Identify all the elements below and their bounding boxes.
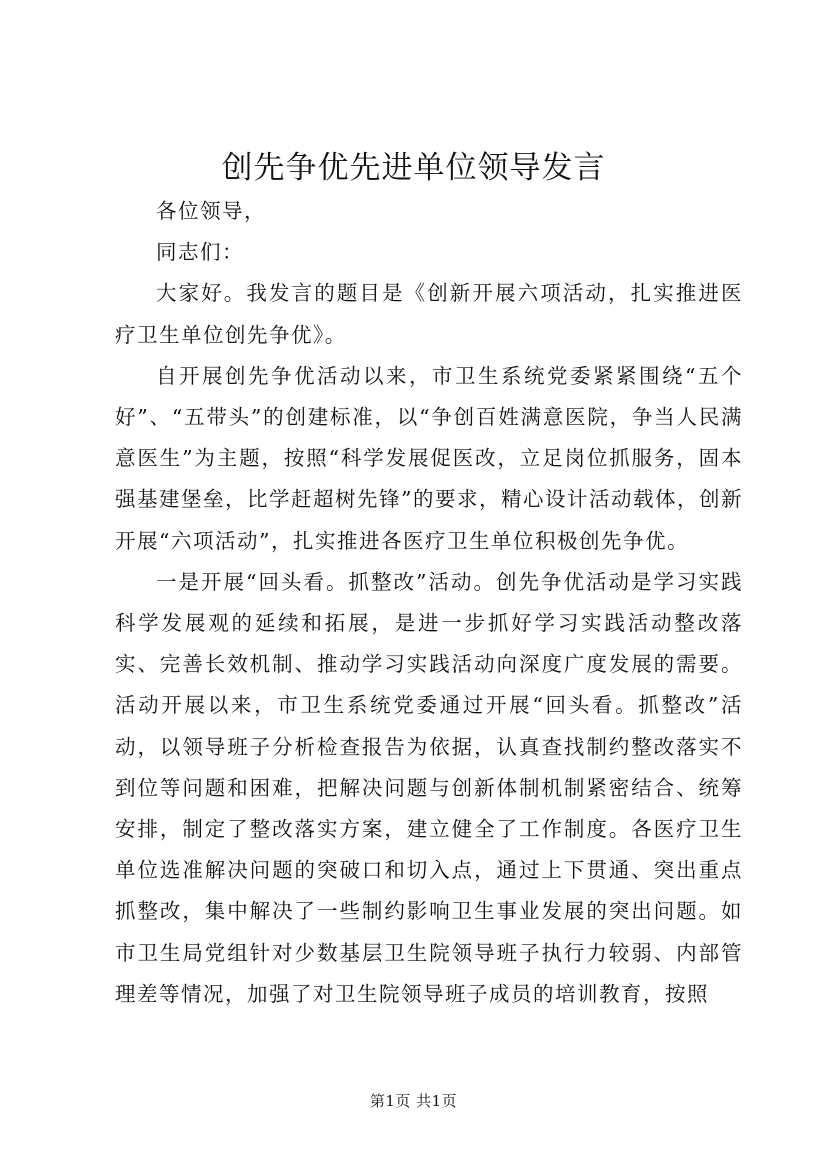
paragraph-greeting: 大家好。我发言的题目是《创新开展六项活动，扎实推进医疗卫生单位创先争优》。	[115, 281, 743, 347]
paragraph-salutation-leaders: 各位领导，	[156, 199, 266, 223]
paragraph-salutation-comrades: 同志们：	[156, 240, 244, 265]
document-body	[115, 191, 743, 1015]
page-number-footer: 第1页 共1页	[369, 1092, 458, 1110]
document-title: 创先争优先进单位领导发言	[221, 150, 606, 186]
paragraph-overview: 自开展创先争优活动以来，市卫生系统党委紧紧围绕“五个好”、“五带头”的创建标准，以“争创百姓满意医院，争当人民满意医生”为主题，按照“科学发展促医改，立足岗位抓服务，固本强基建堡垒，比学赶超树先锋”的要求，精心设计活动载体，创新开展“六项活动”，扎实推进各医疗卫生单位积极创先争优。	[115, 363, 743, 553]
paragraph-activity-one: 一是开展“回头看。抓整改”活动。创先争优活动是学习实践科学发展观的延续和拓展，是进一步抓好学习实践活动整改落实、完善长效机制、推动学习实践活动向深度广度发展的需要。活动开展以来，市卫生系统党委通过开展“回头看。抓整改”活动，以领导班子分析检查报告为依据，认真查找制约整改落实不到位等问题和困难，把解决问题与创新体制机制紧密结合、统筹安排，制定了整改落实方案，建立健全了工作制度。各医疗卫生单位选准解决问题的突破口和切入点，通过上下贯通、突出重点抓整改，集中解决了一些制约影响卫生事业发展的突出问题。如市卫生局党组针对少数基层卫生院领导班子执行力较弱、内部管理差等情况，加强了对卫生院领导班子成员的培训教育，按照	[115, 569, 743, 1006]
